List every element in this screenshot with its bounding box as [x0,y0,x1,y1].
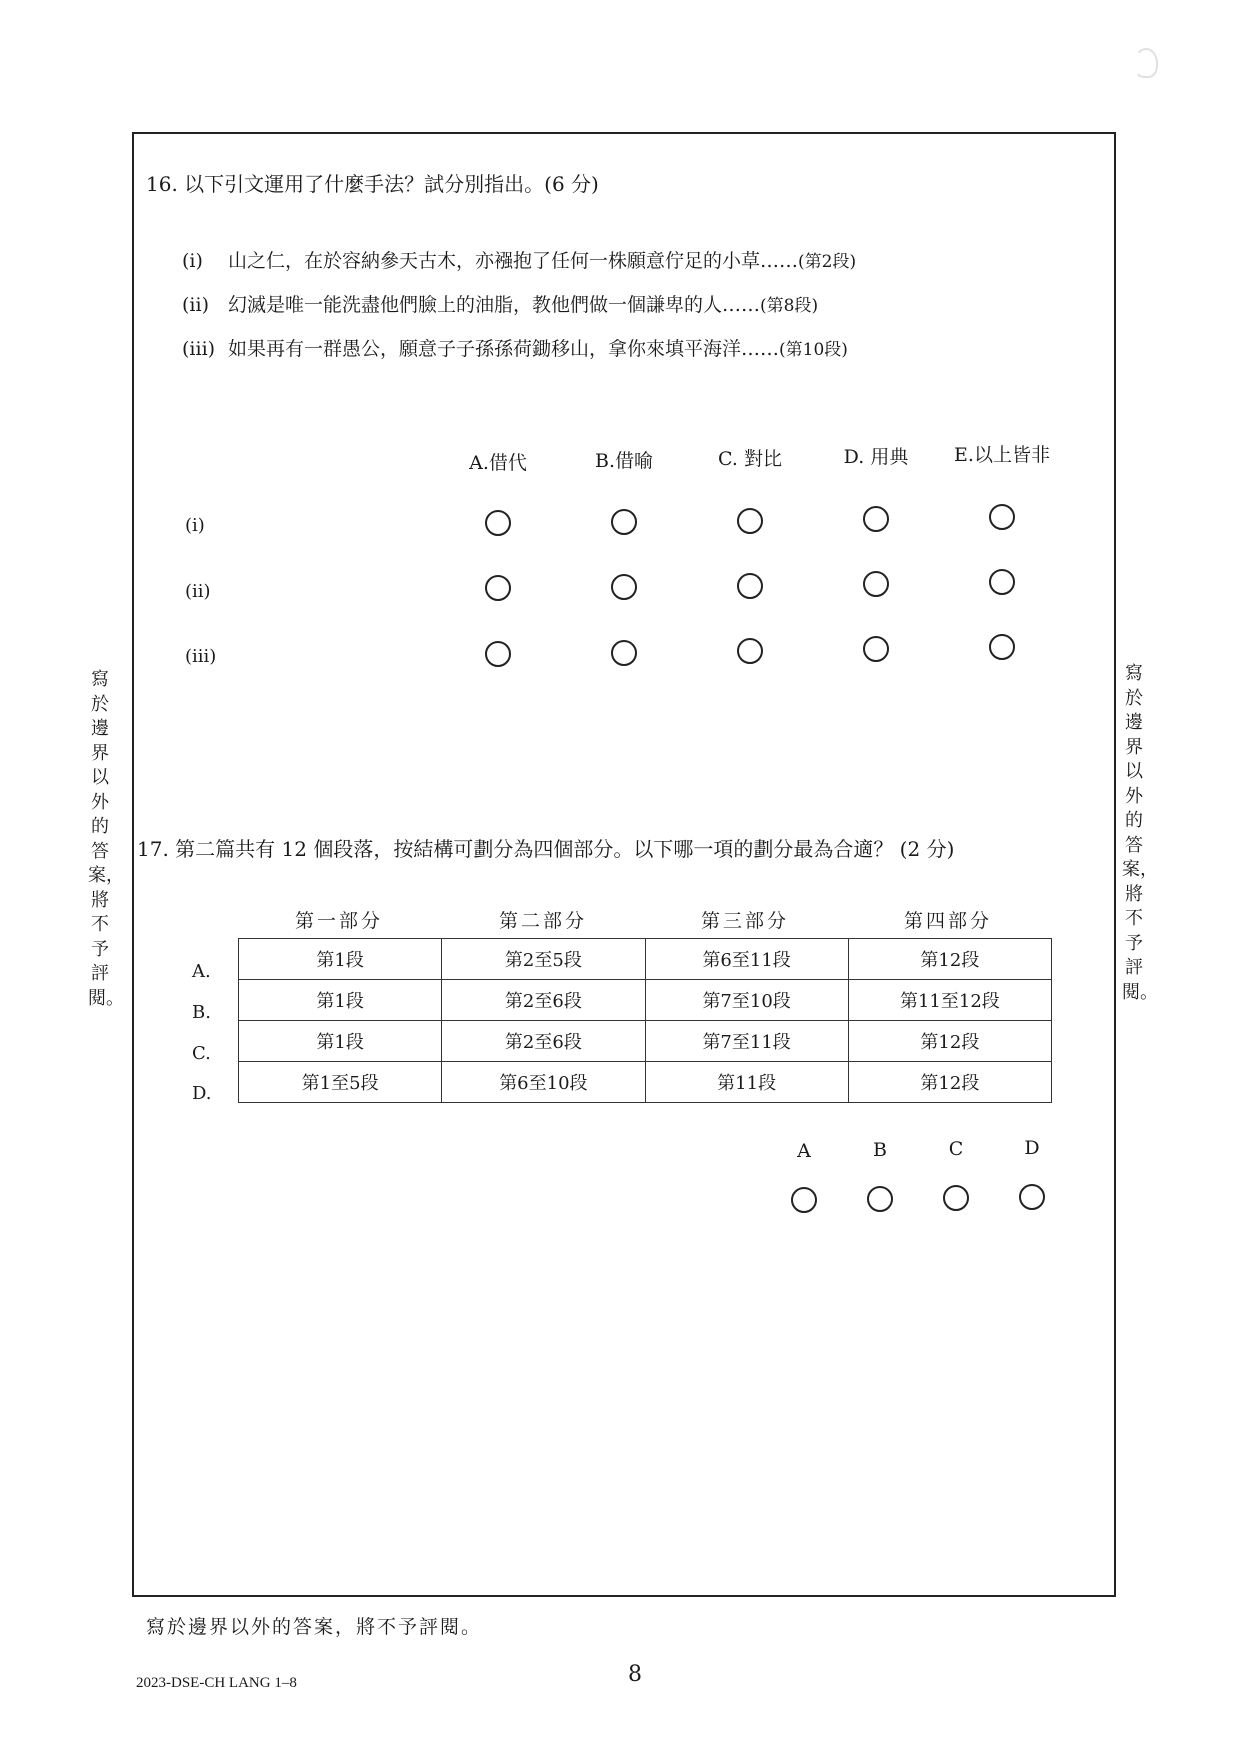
q16-ii-c-bubble[interactable] [737,573,763,599]
left-margin-note: 寫於邊界以外的答案，將不予評閱。 [88,669,124,1009]
q16-ii-e-bubble[interactable] [989,569,1015,595]
right-margin-note: 寫於邊界以外的答案，將不予評閱。 [1122,663,1158,1003]
table-row [239,1021,1052,1062]
q16-ii-d-bubble[interactable] [863,571,889,597]
q17-row-label-c: C. [192,1043,211,1064]
table-cell: 第1段 [239,1021,442,1062]
q16-iii-d-bubble[interactable] [863,636,889,662]
table-cell: 第2至6段 [442,1021,645,1062]
q16-item-text: 山之仁，在於容納參天古木，亦襁抱了任何一株願意佇足的小草…… [228,250,799,272]
q16-row-label-ii: (ii) [185,581,211,602]
q16-item-num: (ii) [182,294,209,316]
q16-item-i [182,246,856,273]
table-cell: 第2至5段 [442,939,645,980]
q17-c-bubble[interactable] [943,1185,969,1211]
q17-b-bubble[interactable] [867,1186,893,1212]
q16-title: 16. 以下引文運用了什麼手法？試分別指出。(6 分) [146,172,599,196]
q16-option-a: A.借代 [469,452,527,474]
q16-item-num: (i) [182,250,203,272]
q16-ii-a-bubble[interactable] [485,575,511,601]
q17-a-bubble[interactable] [791,1187,817,1213]
q16-iii-e-bubble[interactable] [989,634,1015,660]
table-cell: 第7至10段 [645,980,848,1021]
q17-answer-label-a: A [797,1140,811,1162]
q16-iii-c-bubble[interactable] [737,638,763,664]
q16-item-text: 幻滅是唯一能洗盡他們臉上的油脂，教他們做一個謙卑的人…… [228,294,761,316]
q16-option-b: B.借喻 [594,450,654,472]
q17-header-3: 第三部分 [700,910,790,932]
q16-item-ref: (第2段) [798,252,857,272]
q16-item-text: 如果再有一群愚公，願意子子孫孫荷鋤移山，拿你來填平海洋…… [228,338,780,360]
table-row [239,939,1052,980]
q17-title: 17. 第二篇共有 12 個段落，按結構可劃分為四個部分。以下哪一項的劃分最為合適？ (2 分) [137,837,955,861]
q17-answer-label-d: D [1024,1137,1040,1159]
q17-segment-table [238,938,1052,1103]
table-cell: 第12段 [848,939,1051,980]
page-number: 8 [628,1662,642,1687]
q17-header-4: 第四部分 [903,910,993,932]
q17-header-2: 第二部分 [498,910,588,932]
corner-mark [1134,48,1158,78]
table-row [239,980,1052,1021]
q16-iii-b-bubble[interactable] [611,640,637,666]
footer-note: 寫於邊界以外的答案，將不予評閱。 [146,1616,483,1638]
q16-iii-a-bubble[interactable] [485,641,511,667]
q17-header-1: 第一部分 [294,910,384,932]
q17-answer-label-c: C [948,1138,964,1160]
table-cell: 第11至12段 [848,980,1051,1021]
table-cell: 第2至6段 [442,980,645,1021]
table-cell: 第11段 [645,1062,848,1103]
table-cell: 第6至11段 [645,939,848,980]
q16-row-label-iii: (iii) [185,646,217,667]
q16-i-d-bubble[interactable] [863,506,889,532]
table-cell: 第1至5段 [239,1062,442,1103]
q16-item-ref: (第10段) [779,340,848,360]
q17-row-label-b: B. [192,1002,211,1023]
q17-d-bubble[interactable] [1019,1184,1045,1210]
table-cell: 第1段 [239,939,442,980]
paper-code: 2023-DSE-CH LANG 1–8 [136,1675,297,1691]
q17-row-label-a: A. [192,961,211,982]
q17-answer-label-b: B [873,1139,887,1161]
table-cell: 第12段 [848,1021,1051,1062]
q16-item-iii [182,334,848,361]
q16-item-ref: (第8段) [760,296,819,316]
table-row [239,1062,1052,1103]
q16-i-c-bubble[interactable] [737,508,763,534]
q16-i-e-bubble[interactable] [989,504,1015,530]
q16-option-d: D. 用典 [843,446,909,468]
q16-option-e: E.以上皆非 [954,444,1050,466]
table-cell: 第6至10段 [442,1062,645,1103]
table-cell: 第12段 [848,1062,1051,1103]
q16-item-num: (iii) [182,338,216,360]
table-cell: 第1段 [239,980,442,1021]
q16-ii-b-bubble[interactable] [611,574,637,600]
q16-option-c: C. 對比 [718,448,782,470]
q16-item-ii [182,290,818,317]
q16-i-b-bubble[interactable] [611,509,637,535]
table-cell: 第7至11段 [645,1021,848,1062]
q16-row-label-i: (i) [185,515,205,536]
q16-i-a-bubble[interactable] [485,510,511,536]
q17-row-label-d: D. [192,1083,212,1104]
